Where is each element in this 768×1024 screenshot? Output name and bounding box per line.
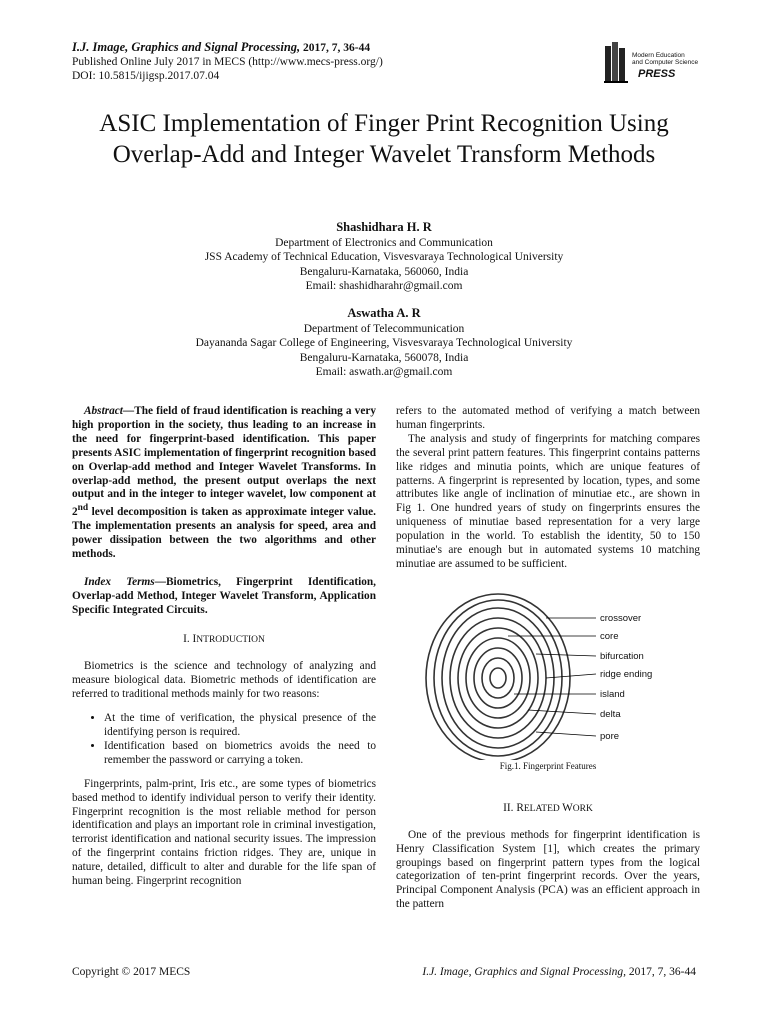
abstract: Abstract—The field of fraud identification is reaching a very high proportion in the society, thus leading to an increase in the need for fingerprint-based identification. This paper presents ASIC implementation of fingerprint recognition based on Overlap-add method and Integer Wavelet Transforms. In overlap-add method, the present output overlaps the next output and in the integer to integer wavelet, low component at 2nd level decomposition is taken as approximate integer value. The implementation presents an analysis for speed, area and power dissipation between the two algorithms and other methods. (72, 405, 376, 560)
intro-paragraph-2: Fingerprints, palm-print, Iris etc., are some types of biometrics based method to identify individual person to verify their identity. Fingerprint recognition is the most reliable method for person identification and plays an important role in criminal investigation, terrorist identification and national security issues. The impression of the fingerprint contains friction ridges. They are, unique in nature, detailed, difficult to alter and durable for the life span of human being. Fingerprint recognition (72, 777, 376, 888)
right-column (396, 405, 700, 912)
section-heading-introduction: I. INTRODUCTION (183, 633, 265, 646)
author-institution: JSS Academy of Technical Education, Visvesvaraya Technological University (204, 251, 564, 264)
fingerprint-image (396, 590, 700, 760)
list-item: • Identification based on biometrics avoids the need to remember the password or carrying a token. (104, 740, 376, 768)
fingerprint-figure (396, 590, 700, 760)
label-island: island (600, 688, 625, 700)
author-name: Aswatha A. R (347, 306, 421, 320)
logo-line-1: Modern Education (632, 52, 685, 59)
doi-line: DOI: 10.5815/ijigsp.2017.07.04 (72, 70, 220, 82)
label-core: core (600, 630, 619, 642)
author-email: Email: shashidharahr@gmail.com (305, 279, 463, 292)
left-column (72, 405, 376, 889)
paper-title: ASIC Implementation of Finger Print Recognition Using Overlap-Add and Integer Wavelet Transform Methods (99, 110, 669, 168)
journal-volume: 2017, 7, 36-44 (300, 42, 371, 54)
author-city: Bengaluru-Karnataka, 560060, India (299, 265, 469, 278)
label-delta: delta (600, 708, 621, 720)
label-crossover: crossover (600, 612, 642, 624)
right-paragraph-2: The analysis and study of fingerprints for matching compares the several print pattern features. This fingerprint contains patterns like ridges and minutia points, which are unique features of patterns. A fingerprint is represented by location, types, and some attributes like angle of inclination of minutiae etc., are shown in Fig 1. One hundred years of study on fingerprints ensures the uniqueness of minutiae based representation for a very large population in the world. To establish the identity, 50 to 150 minutiae's are enough but in automated systems 10 matching minutiae are assumed to be sufficient. (396, 432, 700, 570)
author-block-2 (72, 306, 696, 379)
mecs-press-logo (602, 38, 702, 86)
logo-press: PRESS (638, 68, 676, 80)
author-institution: Dayananda Sagar College of Engineering, Visvesvaraya Technological University (195, 337, 573, 350)
journal-name: I.J. Image, Graphics and Signal Processing, (72, 40, 301, 54)
logo-line-2: and Computer Science (632, 59, 699, 66)
author-department: Department of Telecommunication (303, 323, 465, 336)
published-line: Published Online July 2017 in MECS (http://www.mecs-press.org/) (72, 56, 383, 68)
right-paragraph-1: refers to the automated method of verifying a match between human fingerprints. (396, 405, 700, 431)
related-paragraph: One of the previous methods for fingerprint identification is Henry Classification System [1], which creates the primary groupings based on fingerprint pattern types from the logical categorization of ten-print fingerprint records. Over the years, Principal Component Analysis (PCA) was an efficient approach in the pattern (396, 828, 700, 911)
section-heading-related-work: II. RELATED WORK (503, 801, 593, 814)
label-ridge-ending: ridge ending (600, 668, 653, 680)
author-department: Department of Electronics and Communication (275, 237, 493, 250)
author-email: Email: aswath.ar@gmail.com (315, 365, 453, 378)
author-city: Bengaluru-Karnataka, 560078, India (299, 351, 469, 364)
label-pore: pore (600, 730, 620, 742)
reasons-list (72, 712, 376, 768)
book-icon (602, 38, 632, 86)
author-name: Shashidhara H. R (336, 220, 432, 234)
index-terms: Index Terms—Biometrics, Fingerprint Identification, Overlap-add Method, Integer Wavelet Transform, Application Specific Integrated Circuits. (72, 575, 376, 616)
list-item: • At the time of verification, the physical presence of the identifying person is required. (104, 712, 376, 740)
journal-header (72, 40, 383, 83)
intro-paragraph-1: Biometrics is the science and technology of analyzing and measure biological data. Biometric methods of identification are referred to traditional methods mainly for two reasons: (72, 660, 376, 701)
footer-journal: I.J. Image, Graphics and Signal Processing, 2017, 7, 36-44 (422, 966, 696, 978)
author-block-1 (72, 220, 696, 293)
figure-caption: Fig.1. Fingerprint Features (499, 760, 597, 771)
label-bifurcation: bifurcation (600, 650, 644, 662)
footer-copyright: Copyright © 2017 MECS (72, 966, 191, 978)
